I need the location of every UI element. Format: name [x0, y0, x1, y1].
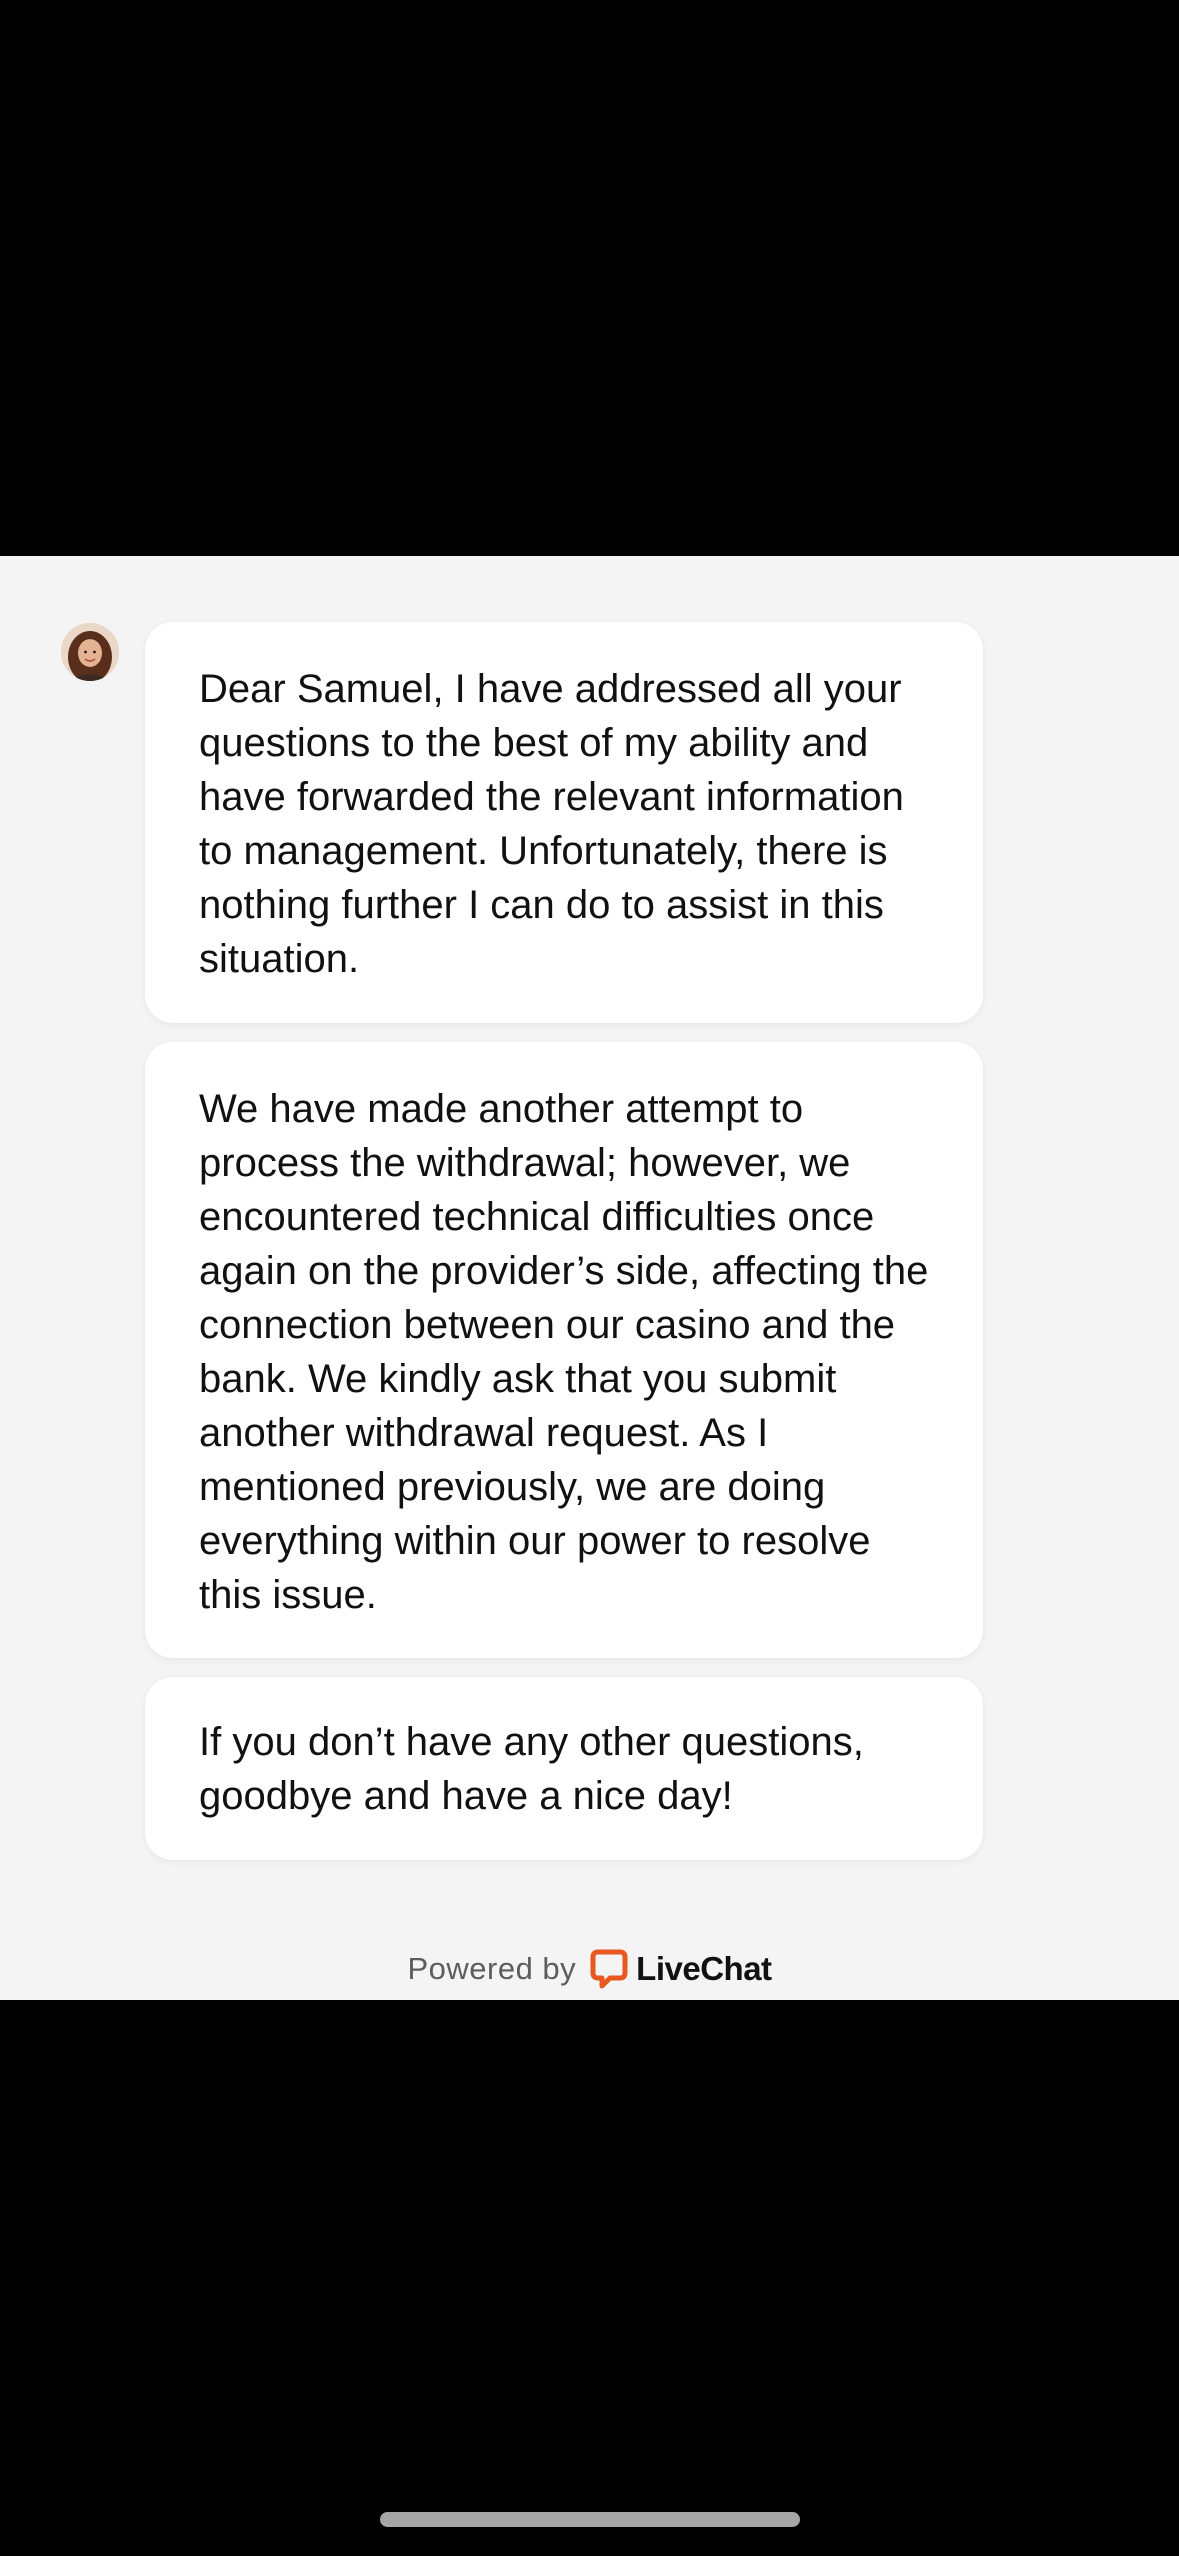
chat-message-text: We have made another attempt to process the withdrawal; however, we encountered technical difficulties once again on the provider’s side, affecting the connection between our casino and the bank. We kindly ask that you submit another withdrawal request. As I mentioned previously, we are doing everything within our power to resolve this issue. — [199, 1087, 929, 1617]
chat-message-1 — [145, 622, 983, 1023]
powered-by-label: Powered by — [407, 1951, 577, 1986]
avatar-icon — [61, 623, 119, 681]
agent-avatar — [61, 623, 119, 681]
livechat-brand-name: LiveChat — [636, 1950, 772, 1987]
top-black-area — [0, 0, 1179, 556]
chat-message-3 — [145, 1677, 983, 1860]
livechat-logo[interactable] — [590, 1949, 771, 1989]
chat-message-text: Dear Samuel, I have addressed all your questions to the best of my ability and have forwarded the relevant information to management. Unfortunately, there is nothing further I can do to assist in this situation. — [199, 667, 904, 981]
chat-message-text: If you don’t have any other questions, goodbye and have a nice day! — [199, 1720, 864, 1818]
chat-message-2 — [145, 1042, 983, 1658]
home-indicator[interactable] — [380, 2512, 800, 2527]
powered-by-footer[interactable] — [0, 1943, 1179, 1995]
livechat-logo-icon — [590, 1949, 628, 1989]
